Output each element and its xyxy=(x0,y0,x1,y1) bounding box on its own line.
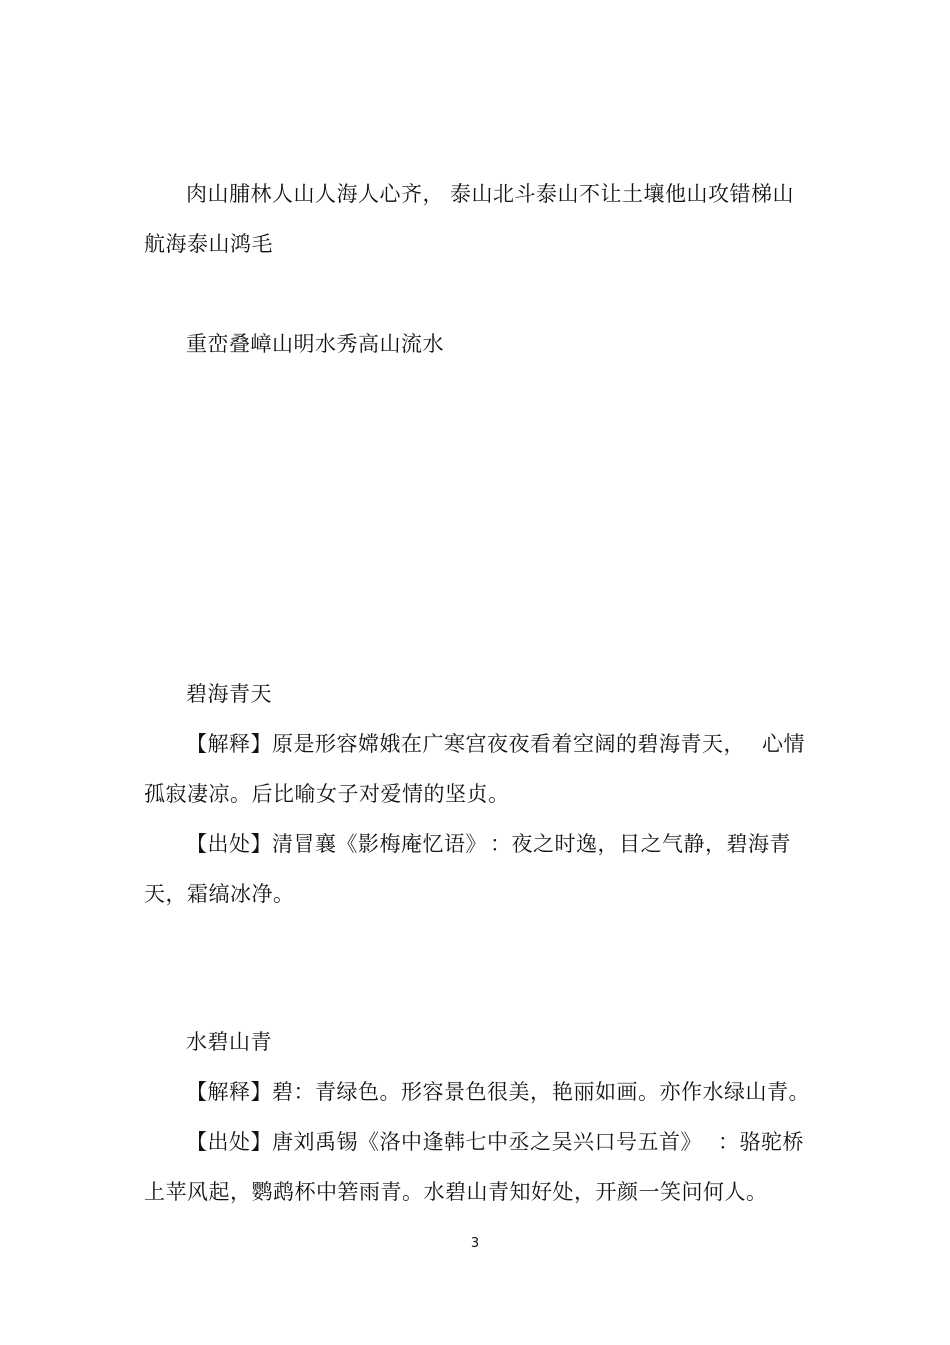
explanation-line: 心情 xyxy=(762,732,805,756)
source-line: ：骆驼桥 xyxy=(718,1130,804,1154)
explanation-line: 【解释】碧：青绿色。形容景色很美， xyxy=(186,1080,552,1104)
explanation-line: 孤寂凄凉。后比喻女子对爱情的坚贞。 xyxy=(144,782,510,806)
source-line: 上苹风起，鹦鹉杯中箬雨青。水碧山青知好处，开颜一笑问何人。 xyxy=(144,1180,768,1204)
text-line: 泰山北斗泰山不让土壤他山攻错梯山 xyxy=(450,182,794,206)
text-line: 重峦叠嶂山明水秀高山流水 xyxy=(186,332,444,356)
page-number: 3 xyxy=(470,1236,480,1251)
source-line: 【出处】清冒襄《影梅庵忆语》 xyxy=(186,832,487,856)
explanation-line: 艳丽如画。亦作水绿山青。 xyxy=(552,1080,810,1104)
source-line: ：夜之时逸，目之气静，碧海青 xyxy=(490,832,791,856)
entry-title: 碧海青天 xyxy=(186,682,272,706)
source-line: 【出处】唐刘禹锡《洛中逢韩七中丞之吴兴口号五首》 xyxy=(186,1130,702,1154)
source-line: 天，霜缟冰净。 xyxy=(144,882,295,906)
text-line: 航海泰山鸿毛 xyxy=(144,232,273,256)
entry-title: 水碧山青 xyxy=(186,1030,272,1054)
explanation-line: 【解释】原是形容嫦娥在广寒宫夜夜看着空阔的碧海青天， xyxy=(186,732,745,756)
text-line: 肉山脯林人山人海人心齐， xyxy=(186,182,444,206)
